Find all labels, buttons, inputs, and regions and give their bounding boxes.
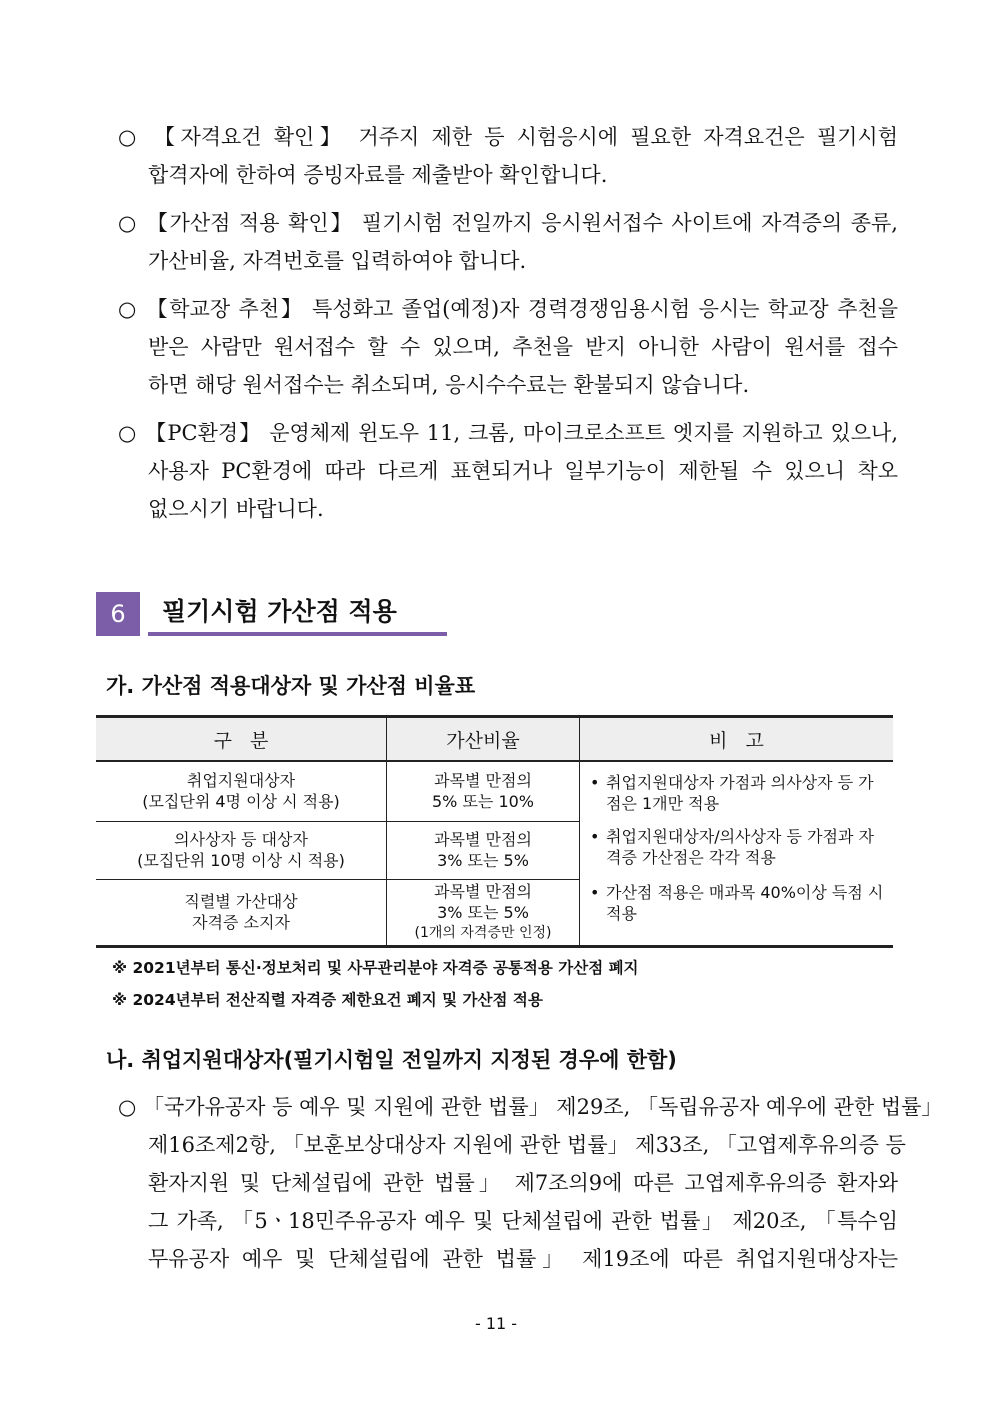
bullet-line: 없으시기 바랍니다. — [148, 497, 324, 521]
header-remarks: 비 고 — [580, 717, 894, 762]
bonus-rate-table — [96, 715, 893, 948]
bullet-line: ○ 「국가유공자 등 예우 및 지원에 관한 법률」 제29조, 「독립유공자 예우에 관한 법률」 — [118, 1095, 943, 1119]
bullet-line: 받은 사람만 원서접수 할 수 있으며, 추천을 받지 아니한 사람이 원서를 접수 — [148, 335, 898, 359]
cell-target — [96, 879, 387, 946]
cell-remarks — [580, 761, 894, 946]
cell-line: 과목별 만점의 — [434, 830, 532, 849]
subheading-employment-support: 나. 취업지원대상자(필기시험일 전일까지 지정된 경우에 한함) — [106, 1048, 677, 1072]
cell-line: (모집단위 4명 이상 시 적용) — [142, 792, 340, 812]
bullet-bonus-check — [118, 204, 898, 280]
cell-line: 의사상자 등 대상자 — [174, 830, 308, 849]
remark-text: 취업지원대상자/의사상자 등 가점과 자격증 가산점은 각각 적용 — [606, 827, 874, 867]
note-2021: ※ 2021년부터 통신·정보처리 및 사무관리분야 자격증 공통적용 가산점 폐지 — [112, 959, 639, 977]
cell-line: (1개의 자격증만 인정) — [414, 924, 552, 941]
remark-text: 가산점 적용은 매과목 40%이상 득점 시 적용 — [606, 883, 884, 923]
cell-target — [96, 821, 387, 879]
page-number: - 11 - — [474, 1314, 518, 1333]
bullet-line: ○ 【PC환경】 운영체제 윈도우 11, 크롬, 마이크로소프트 엣지를 지원하고 있으나, — [118, 421, 898, 445]
bullet-line: 사용자 PC환경에 따라 다르게 표현되거나 일부기능이 제한될 수 있으니 착오 — [148, 459, 898, 483]
bullet-principal-recommendation — [118, 290, 898, 404]
bullet-line: 하면 해당 원서접수는 취소되며, 응시수수료는 환불되지 않습니다. — [148, 373, 750, 397]
section-title: 필기시험 가산점 적용 — [148, 592, 447, 636]
note-2024: ※ 2024년부터 전산직렬 자격증 제한요건 폐지 및 가산점 적용 — [112, 991, 543, 1009]
table-header-row — [96, 717, 893, 762]
cell-rate — [387, 879, 580, 946]
remark-item — [590, 772, 887, 814]
remark-item — [590, 826, 887, 868]
cell-line: 3% 또는 5% — [437, 902, 529, 922]
section-number: 6 — [96, 592, 140, 636]
bullet-line: ○ 【가산점 적용 확인】 필기시험 전일까지 응시원서접수 사이트에 자격증의 종류, — [118, 211, 898, 235]
bullet-dot-icon: • — [590, 827, 600, 846]
subheading-bonus-table: 가. 가산점 적용대상자 및 가산점 비율표 — [106, 674, 476, 698]
cell-line: (모집단위 10명 이상 시 적용) — [137, 851, 345, 870]
cell-line: 5% 또는 10% — [431, 792, 535, 812]
bullet-line: 무유공자 예우 및 단체설립에 관한 법률」 제19조에 따른 취업지원대상자는 — [148, 1247, 898, 1271]
cell-line: 취업지원대상자 — [186, 771, 296, 791]
bullet-line: 가산비율, 자격번호를 입력하여야 합니다. — [148, 249, 527, 273]
table-row — [96, 761, 893, 821]
cell-line: 과목별 만점의 — [434, 881, 532, 901]
cell-rate — [387, 821, 580, 879]
cell-line: 직렬별 가산대상 — [184, 892, 298, 911]
header-rate: 가산비율 — [387, 717, 580, 762]
cell-line: 자격증 소지자 — [192, 913, 290, 932]
bullet-line: 환자지원 및 단체설립에 관한 법률」 제7조의9에 따른 고엽제후유의증 환자와 — [148, 1171, 898, 1195]
bullet-dot-icon: • — [590, 883, 600, 902]
cell-line: 3% 또는 5% — [437, 851, 529, 870]
cell-target — [96, 761, 387, 821]
bullet-line: 합격자에 한하여 증빙자료를 제출받아 확인합니다. — [148, 163, 608, 187]
remark-item — [590, 882, 887, 924]
cell-line: 과목별 만점의 — [434, 771, 532, 791]
bullet-pc-environment — [118, 414, 898, 528]
bullet-line: ○ 【자격요건 확인】 거주지 제한 등 시험응시에 필요한 자격요건은 필기시험 — [118, 125, 898, 149]
cell-rate — [387, 761, 580, 821]
bullet-line: ○ 【학교장 추천】 특성화고 졸업(예정)자 경력경쟁임용시험 응시는 학교장 추천을 — [118, 297, 898, 321]
remark-text: 취업지원대상자 가점과 의사상자 등 가점은 1개만 적용 — [606, 773, 874, 813]
bullet-line: 제16조제2항, 「보훈보상대상자 지원에 관한 법률」 제33조, 「고엽제후유의증 등 — [148, 1133, 906, 1157]
bullet-qualification — [118, 118, 898, 194]
bullet-employment-support-laws — [118, 1088, 943, 1278]
header-category: 구 분 — [96, 717, 387, 762]
bullet-dot-icon: • — [590, 773, 600, 792]
bullet-line: 그 가족, 「5ㆍ18민주유공자 예우 및 단체설립에 관한 법률」 제20조, 「특수임 — [148, 1209, 898, 1233]
